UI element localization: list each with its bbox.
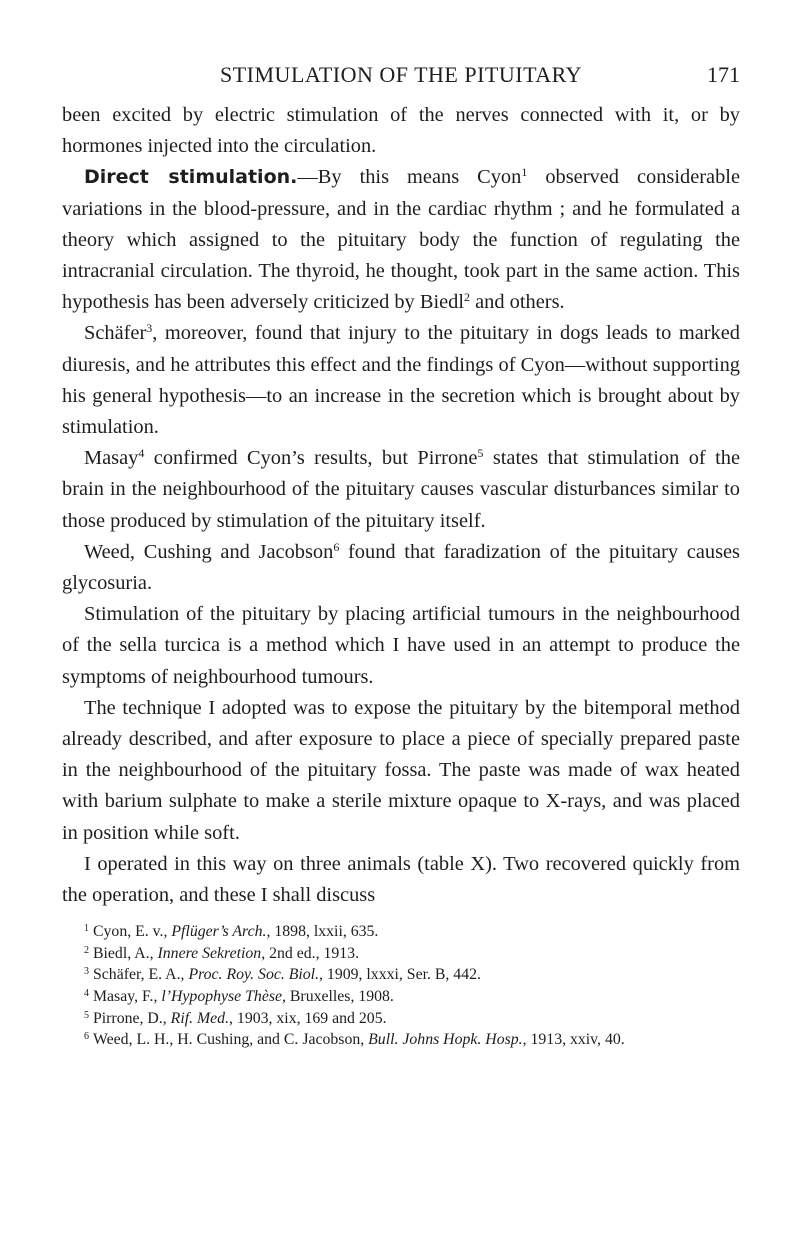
footnote: $^4$ Masay, F., l’Hypophyse Thèse, Bruxelles, 1908. [84, 988, 394, 1006]
footnote: $^3$ Schäfer, E. A., Proc. Roy. Soc. Biol., 1909, lxxxi, Ser. B, 442. [84, 966, 481, 984]
paragraph-masay: Masay$^4$ confirmed Cyon’s results, but Pirrone$^5$ states that stimulation of the brain in the neighbourhood of the pituitary causes vascular disturbances similar to those produced by stimulation of the pituitary itself. [62, 446, 740, 532]
footnote: $^1$ Cyon, E. v., Pflüger’s Arch., 1898, lxxii, 635. [84, 923, 379, 941]
paragraph-schafer: Schäfer$^3$, moreover, found that injury to the pituitary in dogs leads to marked diuresis, and he attributes this effect and the findings of Cyon—without supporting his general hypothesis—to an increase in the secretion which is brought about by stimulation. [62, 321, 740, 439]
footnote: $^6$ Weed, L. H., H. Cushing, and C. Jacobson, Bull. Johns Hopk. Hosp., 1913, xxiv, 40. [84, 1031, 625, 1049]
section-run-in-heading: Direct stimulation. [84, 166, 298, 189]
paragraph-continuation: been excited by electric stimulation of the nerves connected with it, or by hormones injected into the circulation. [62, 104, 740, 158]
footnote-ref: 1 [521, 165, 528, 180]
footnote: $^5$ Pirrone, D., Rif. Med., 1903, xix, 169 and 205. [84, 1009, 387, 1027]
body-text [62, 100, 740, 911]
running-title: STIMULATION OF THE PITUITARY [220, 62, 582, 87]
paragraph-operated: I operated in this way on three animals (table X). Two recovered quickly from the operation, and these I shall discuss [62, 852, 740, 907]
running-head [62, 58, 740, 98]
footnotes [62, 921, 740, 1051]
book-page [62, 58, 740, 1051]
page-number: 171 [707, 62, 740, 87]
footnote: $^2$ Biedl, A., Innere Sekretion, 2nd ed., 1913. [84, 944, 360, 962]
paragraph-artificial-tumours: Stimulation of the pituitary by placing artificial tumours in the neighbourhood of the sella turcica is a method which I have used in an attempt to produce the symptoms of neighbourhood tumours. [62, 603, 740, 688]
footnote-ref: 2 [464, 290, 471, 305]
paragraph-direct-stimulation: Direct stimulation.—By this means Cyon$^1$ observed considerable variations in the blood-pressure, and in the cardiac rhythm ; and he formulated a theory which assigned to the pituitary body the function of regulating the intracranial circulation. The thyroid, he thought, took part in the same action. This hypothesis has been adversely criticized by Biedl$^2$ and others. [62, 165, 740, 314]
footnote-ref: 4 [138, 446, 145, 461]
footnote-ref: 3 [146, 321, 153, 336]
paragraph-technique: The technique I adopted was to expose the pituitary by the bitemporal method already described, and after exposure to place a piece of specially prepared paste in the neighbourhood of the pituitary fossa. The paste was made of wax heated with barium sulphate to make a sterile mixture opaque to X-rays, and was placed in position while soft. [62, 696, 740, 844]
footnote-ref: 6 [333, 539, 340, 554]
paragraph-weed: Weed, Cushing and Jacobson$^6$ found that faradization of the pituitary causes glycosuria. [62, 539, 740, 595]
footnote-ref: 5 [477, 446, 484, 461]
